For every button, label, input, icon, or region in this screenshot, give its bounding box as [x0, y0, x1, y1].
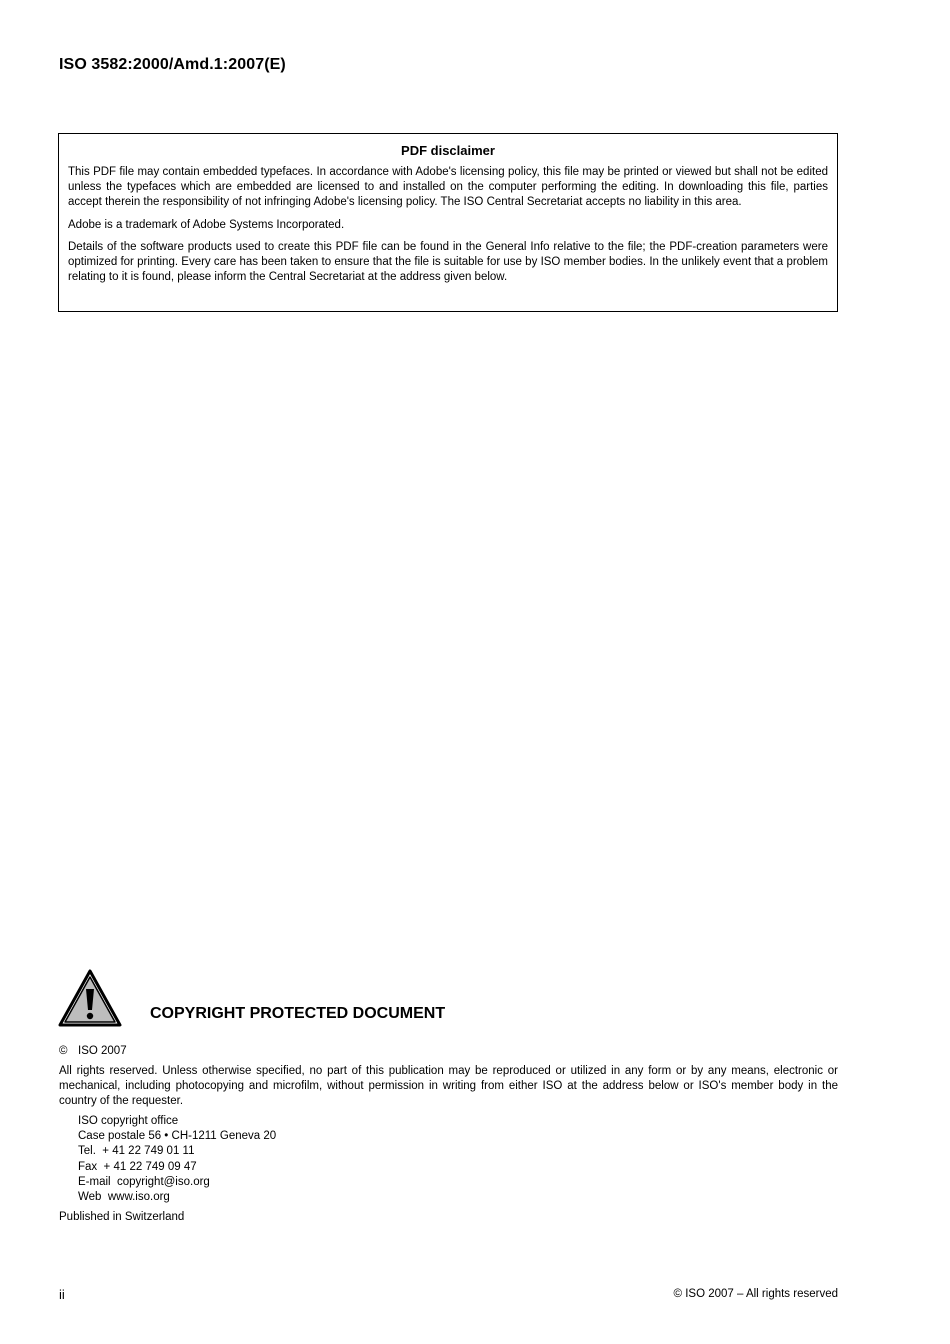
disclaimer-title: PDF disclaimer [401, 143, 495, 158]
iso-copyright-office-address [78, 1114, 276, 1205]
warning-triangle-icon [58, 969, 122, 1027]
page-number: ii [59, 1287, 65, 1302]
address-telephone: Tel. + 41 22 749 01 11 [78, 1145, 195, 1158]
address-web: Web www.iso.org [78, 1191, 170, 1204]
document-id-header: ISO 3582:2000/Amd.1:2007(E) [59, 56, 286, 73]
address-fax: Fax + 41 22 749 09 47 [78, 1160, 197, 1173]
disclaimer-paragraph-typefaces: This PDF file may contain embedded typefaces. In accordance with Adobe's licensing policy, this file may be printed or viewed but shall not be edited unless the typefaces which are embedded are licensed to and installed on the computer performing the editing. In downloading this file, parties accept therein the responsibility of not infringing Adobe's licensing policy. The ISO Central Secretariat accepts no liability in this area. [68, 166, 828, 209]
disclaimer-paragraph-trademark: Adobe is a trademark of Adobe Systems Incorporated. [68, 218, 345, 231]
all-rights-reserved-text: All rights reserved. Unless otherwise specified, no part of this publication may be reproduced or utilized in any form or by any means, electronic or mechanical, including photocopying and microfilm, without permission in writing from either ISO at the address below or ISO's member body in the country of the requester. [59, 1065, 838, 1108]
copyright-protected-title: COPYRIGHT PROTECTED DOCUMENT [150, 1005, 446, 1022]
copyright-symbol: © [59, 1045, 68, 1057]
address-email: E-mail copyright@iso.org [78, 1175, 210, 1188]
address-postal: Case postale 56 • CH-1211 Geneva 20 [78, 1130, 277, 1143]
pdf-disclaimer-box [58, 133, 838, 312]
copyright-year: ISO 2007 [78, 1045, 127, 1057]
published-in-text: Published in Switzerland [59, 1211, 185, 1223]
disclaimer-paragraph-software: Details of the software products used to create this PDF file can be found in the General Info relative to the file; the PDF-creation parameters were optimized for printing. Every care has been taken to ensure that the file is suitable for use by ISO member bodies. In the unlikely event that a problem relating to it is found, please inform the Central Secretariat at the address given below. [68, 240, 828, 284]
footer-copyright: © ISO 2007 – All rights reserved [673, 1288, 838, 1300]
address-office: ISO copyright office [78, 1115, 179, 1127]
copyright-year-line [59, 1044, 127, 1059]
